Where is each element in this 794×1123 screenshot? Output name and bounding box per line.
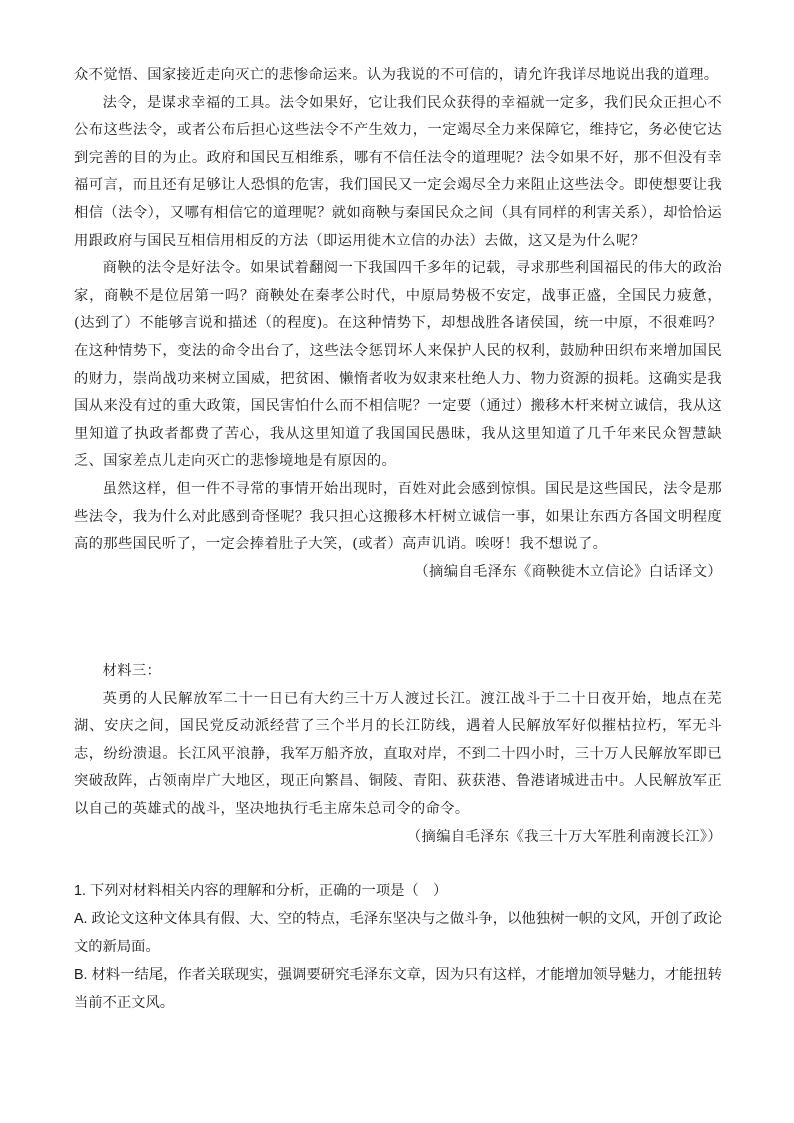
option-a: A. 政论文这种文体具有假、大、空的特点，毛泽东坚决与之做斗争，以他独树一帜的文风，开创了政论文的新局面。: [74, 911, 722, 955]
question-stem: 1. 下列对材料相关内容的理解和分析，正确的一项是（ ）: [74, 883, 448, 899]
material-2-paragraph-0: 众不觉悟、国家接近走向灭亡的悲惨命运来。认为我说的不可信的，请允许我详尽地说出我的道理。: [74, 67, 719, 83]
material-2-paragraph-1: 法令，是谋求幸福的工具。法令如果好，它让我们民众获得的幸福就一定多，我们民众正担心不公布这些法令，或者公布后担心这些法令不产生效力，一定竭尽全力来保障它，维持它，务必使它达到完善的目的为止。政府和国民互相维系，哪有不信任法令的道理呢？法令如果不好，那不但没有幸福可言，而且还有足够让人恐惧的危害，我们国民又一定会竭尽全力来阻止这些法令。即使想要让我相信（法令），又哪有相信它的道理呢？就如商鞅与秦国民众之间（具有同样的利害关系），却恰恰运用跟政府与国民互相信用相反的方法（即运用徙木立信的办法）去做，这又是为什么呢？: [74, 94, 722, 249]
material-3-heading: 材料三：: [102, 663, 162, 679]
option-b: B. 材料一结尾，作者关联现实，强调要研究毛泽东文章，因为只有这样，才能增加领导魅力，才能扭转当前不正文风。: [74, 967, 722, 1011]
material-2-source: （摘编自毛泽东《商鞅徙木立信论》白话译文）: [414, 563, 722, 580]
material-3-paragraph-1: 英勇的人民解放军二十一日已有大约三十万人渡过长江。渡江战斗于二十日夜开始，地点在芜湖、安庆之间，国民党反动派经营了三个半月的长江防线，遇着人民解放军好似摧枯拉朽，军无斗志，纷纷溃退。长江风平浪静，我军万船齐放，直取对岸，不到二十四小时，三十万人民解放军即已突破敌阵，占领南岸广大地区，现正向繁昌、铜陵、青阳、荻获港、鲁港诸城进击中。人民解放军正以自己的英雄式的战斗，坚决地执行毛主席朱总司令的命令。: [74, 690, 722, 817]
material-3-body: [74, 658, 722, 851]
question-1: [74, 877, 722, 1017]
material-2-body: [74, 62, 722, 586]
material-2-paragraph-3: 虽然这样，但一件不寻常的事情开始出现时，百姓对此会感到惊惧。国民是这些国民，法令是那些法令，我为什么对此感到奇怪呢？我只担心这搬移木杆树立诚信一事，如果让东西方各国文明程度高的那些国民听了，一定会捧着肚子大笑，(或者）高声讥诮。唉呀！我不想说了。: [74, 480, 722, 553]
material-3-source: （摘编自毛泽东《我三十万大军胜利南渡长江》）: [406, 828, 722, 845]
material-2-paragraph-2: 商鞅的法令是好法令。如果试着翻阅一下我国四千多年的记载，寻求那些利国福民的伟大的政治家，商鞅不是位居第一吗？商鞅处在秦孝公时代，中原局势极不安定，战事正盛，全国民力疲惫，(达到了）不能够言说和描述（的程度)。在这种情势下，却想战胜各诸侯国，统一中原，不很难吗？在这种情势下，变法的命令出台了，这些法令惩罚坏人来保护人民的权利，鼓励种田织布来增加国民的财力，崇尚战功来树立国威，把贫困、懒惰者收为奴隶来杜绝人力、物力资源的损耗。这确实是我国从来没有过的重大政策，国民害怕什么而不相信呢？一定要（通过）搬移木杆来树立诚信，我从这里知道了执政者都费了苦心，我从这里知道了我国国民愚昧，我从这里知道了几千年来民众智慧缺乏、国家差点儿走向灭亡的悲惨境地是有原因的。: [74, 260, 722, 470]
